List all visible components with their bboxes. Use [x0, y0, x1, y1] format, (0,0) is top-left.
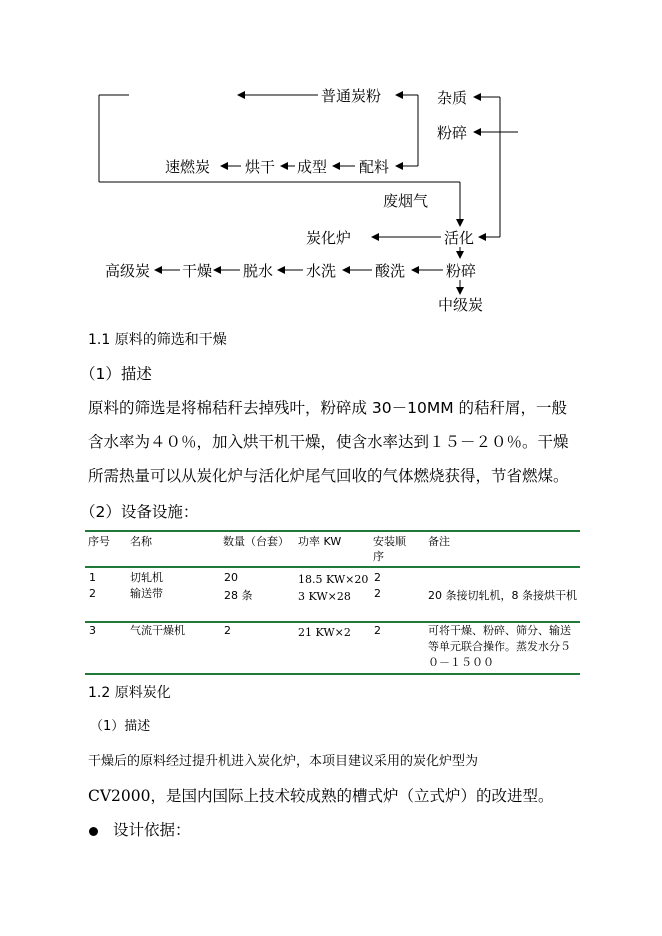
header-name: 名称 [130, 535, 152, 548]
design-basis-label: 设计依据： [113, 821, 191, 839]
row2-name: 输送带 [130, 587, 163, 600]
row1-power: 18.5 KW×20 [298, 573, 369, 586]
node-honggan: 烘干 [245, 158, 276, 176]
node-tanhualu: 炭化炉 [306, 229, 352, 247]
row2-qty: 28 条 [224, 589, 253, 602]
node-zazhi: 杂质 [437, 89, 468, 107]
row3-qty: 2 [224, 624, 231, 637]
header-note: 备注 [428, 535, 450, 548]
header-install-order-cont: 序 [373, 550, 384, 563]
table-rule-top [85, 530, 580, 532]
bullet-icon [89, 827, 98, 836]
header-power: 功率 KW [298, 535, 342, 548]
node-putong-tanfen: 普通炭粉 [321, 87, 382, 105]
equipment-table [85, 530, 580, 675]
row3-name: 气流干燥机 [130, 624, 185, 637]
header-no: 序号 [88, 535, 110, 548]
node-feiyanqi: 废烟气 [383, 192, 429, 210]
row3-note: 可将干燥、粉碎、筛分、输送等单元联合操作。蒸发水分５０－１５００ [428, 624, 571, 669]
process-flowchart [0, 0, 662, 320]
section-1-1-paragraph-line: 含水率为４０％，加入烘干机干燥，使含水率达到１５－２０％。干燥 [88, 433, 569, 451]
node-sushaotan: 速燃炭 [165, 158, 211, 176]
node-fensui-bottom: 粉碎 [446, 262, 477, 280]
row3-order: 2 [374, 624, 381, 637]
node-shuixi: 水洗 [306, 262, 337, 280]
node-peiliao: 配料 [359, 158, 390, 176]
node-zhongjitan: 中级炭 [438, 296, 484, 314]
table-rule-bottom [85, 673, 580, 675]
node-huohua: 活化 [444, 229, 475, 247]
section-1-1-title: 1.1 原料的筛选和干燥 [88, 332, 227, 348]
section-1-2-paragraph-line: CV2000，是国内国际上技术较成熟的槽式炉（立式炉）的改进型。 [88, 787, 554, 805]
table-rule-header [85, 566, 580, 568]
header-qty: 数量（台套） [223, 535, 289, 548]
row2-no: 2 [89, 587, 96, 600]
section-1-2-title: 1.2 原料炭化 [88, 685, 171, 701]
row2-power: 3 KW×28 [298, 590, 351, 603]
header-install-order: 安装顺 [373, 535, 406, 548]
row1-no: 1 [89, 571, 96, 584]
row1-name: 切轧机 [130, 571, 163, 584]
node-fensui-top: 粉碎 [437, 124, 468, 142]
node-gaojitan: 高级炭 [105, 262, 151, 280]
section-1-2-subheading-description: （1）描述 [90, 719, 151, 734]
section-1-1-subheading-equipment: （2）设备设施： [80, 503, 199, 521]
section-1-1-paragraph-line: 所需热量可以从炭化炉与活化炉尾气回收的气体燃烧获得，节省燃煤。 [88, 467, 569, 485]
node-tuoshui: 脱水 [243, 262, 274, 280]
section-1-2-paragraph-line: 干燥后的原料经过提升机进入炭化炉，本项目建议采用的炭化炉型为 [88, 754, 479, 769]
row2-note: 20 条接切轧机，8 条接烘干机 [428, 589, 577, 602]
row3-power: 21 KW×2 [298, 626, 351, 639]
section-1-1-subheading-description: （1）描述 [80, 365, 152, 383]
node-ganzao: 干燥 [182, 262, 213, 280]
node-chengxing: 成型 [297, 158, 328, 176]
section-1-1-paragraph-line: 原料的筛选是将棉秸秆去掉残叶，粉碎成 30－10MM 的秸秆屑，一般 [88, 399, 568, 417]
row1-order: 2 [374, 571, 381, 584]
row2-order: 2 [374, 587, 381, 600]
row1-qty: 20 [224, 571, 238, 584]
row3-no: 3 [89, 624, 96, 637]
node-suanxi: 酸洗 [375, 262, 406, 280]
